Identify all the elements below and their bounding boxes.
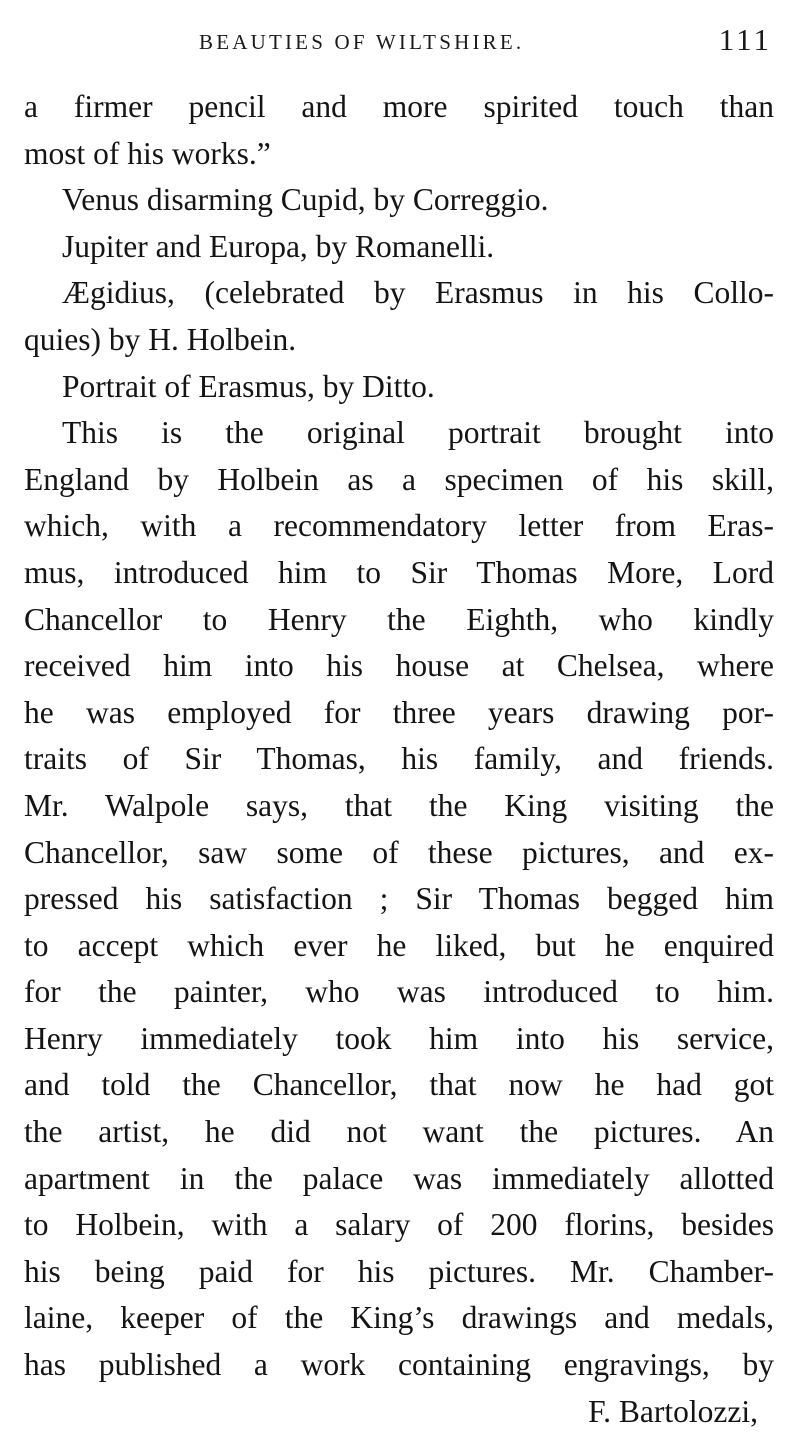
text-line: quies) by H. Holbein. [24,321,297,357]
catchword-line: F. Bartolozzi, [588,1393,758,1429]
text-line: Venus disarming Cupid, by Correggio. [62,182,549,218]
text-line: traits of Sir Thomas, his family, and friends. [24,741,774,777]
text-line: to Holbein, with a salary of 200 florins, besides [24,1207,774,1243]
text-line: Jupiter and Europa, by Romanelli. [62,228,495,264]
text-line: which, with a recommendatory letter from Eras- [24,508,774,544]
text-line: England by Holbein as a specimen of his skill, [24,461,774,497]
text-line: a firmer pencil and more spirited touch than [24,89,774,124]
text-line: Chancellor, saw some of these pictures, and ex- [24,834,774,870]
running-head: BEAUTIES OF WILTSHIRE. [199,30,525,54]
text-line: has published a work containing engravings, by [24,1347,774,1383]
text-line: Ægidius, (celebrated by Erasmus in his Collo- [62,275,774,311]
text-line: Chancellor to Henry the Eighth, who kindly [24,601,774,637]
text-line: This is the original portrait brought into [62,415,774,451]
text-line: Mr. Walpole says, that the King visiting the [24,787,774,823]
text-line: mus, introduced him to Sir Thomas More, Lord [24,554,774,590]
text-line: laine, keeper of the King’s drawings and medals, [24,1300,774,1336]
text-line: received him into his house at Chelsea, where [24,648,774,684]
text-line: Henry immediately took him into his service, [24,1020,774,1056]
body-text [24,84,774,1435]
text-line: he was employed for three years drawing por- [24,694,774,730]
text-line: apartment in the palace was immediately allotted [24,1160,774,1196]
text-line: most of his works.” [24,135,271,171]
text-line: the artist, he did not want the pictures. An [24,1114,774,1150]
text-line: and told the Chancellor, that now he had got [24,1067,774,1103]
page-header [24,18,772,62]
text-line: his being paid for his pictures. Mr. Chamber- [24,1253,774,1289]
page-number: 111 [718,22,772,57]
text-line: for the painter, who was introduced to him. [24,974,774,1010]
text-line: pressed his satisfaction ; Sir Thomas begged him [24,881,774,917]
text-line: Portrait of Erasmus, by Ditto. [62,368,435,404]
text-line: to accept which ever he liked, but he enquired [24,927,774,963]
